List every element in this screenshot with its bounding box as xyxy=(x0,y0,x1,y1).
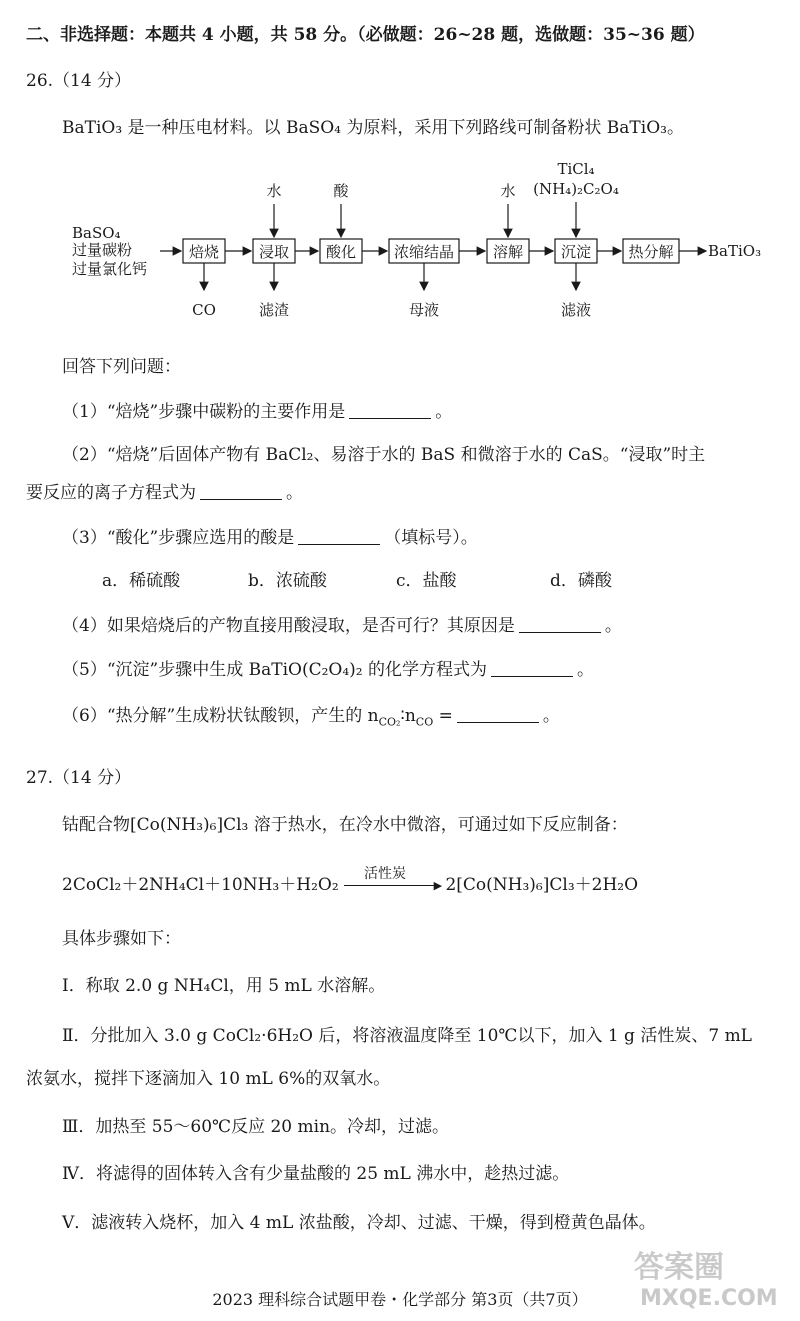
question-26-2a: （2）“焙烧”后固体产物有 BaCl₂、易溶于水的 BaS 和微溶于水的 CaS。“浸取”时主 xyxy=(62,445,706,465)
process-flow-chart xyxy=(0,150,800,330)
product-batio3: BaTiO₃ xyxy=(708,242,762,260)
svg-text:答案圈: 答案圈 xyxy=(634,1250,724,1285)
answer-blank[interactable] xyxy=(491,660,573,677)
answer-blank[interactable] xyxy=(298,528,380,545)
step-crystallize xyxy=(389,239,459,263)
add-water-dissolve: 水 xyxy=(500,182,516,200)
question-26-6: （6）“热分解”生成粉状钛酸钡，产生的 $n_{CO_2}∶n_{CO}$ = 。 xyxy=(62,706,560,729)
question-26-intro: BaTiO₃ 是一种压电材料。以 BaSO₄ 为原料，采用下列路线可制备粉状 BaTiO₃。 xyxy=(62,118,684,138)
step-leach xyxy=(253,239,295,263)
step-decompose xyxy=(623,239,679,263)
add-ticl4: TiCl₄ xyxy=(557,160,595,178)
step-2b: 浓氨水，搅拌下逐滴加入 10 mL 6%的双氧水。 xyxy=(26,1069,391,1089)
section-header: 二、非选择题：本题共 4 小题，共 58 分。（必做题：26~28 题，选做题：35~36 题） xyxy=(26,25,705,45)
step-precipitate-label: 沉淀 xyxy=(560,243,592,261)
watermark-logo xyxy=(626,1245,786,1311)
out-residue: 滤渣 xyxy=(258,301,290,319)
question-26-4: （4）如果焙烧后的产物直接用酸浸取，是否可行？其原因是 。 xyxy=(62,616,622,636)
answer-blank[interactable] xyxy=(457,706,539,723)
equals-sign: = xyxy=(438,706,453,726)
step-4: Ⅳ．将滤得的固体转入含有少量盐酸的 25 mL 沸水中，趁热过滤。 xyxy=(62,1164,570,1184)
reaction-equation xyxy=(62,865,639,895)
question-26-3-text: （3）“酸化”步骤应选用的酸是 xyxy=(62,528,295,548)
svg-text:MXQE.COM: MXQE.COM xyxy=(640,1286,778,1311)
question-26-1: （1）“焙烧”步骤中碳粉的主要作用是 。 xyxy=(62,402,453,422)
step-dissolve-label: 溶解 xyxy=(492,243,524,261)
question-26-5-text: （5）“沉淀”步骤中生成 BaTiO(C₂O₄)₂ 的化学方程式为 xyxy=(62,660,487,680)
equation-left: 2CoCl₂＋2NH₄Cl＋10NH₃＋H₂O₂ xyxy=(62,875,339,895)
step-crystallize-label: 浓缩结晶 xyxy=(393,243,455,261)
subscript-co2: CO₂ xyxy=(378,715,401,729)
add-water-leach: 水 xyxy=(266,182,282,200)
arrow-head: ▶ xyxy=(433,878,443,892)
out-filtrate: 滤液 xyxy=(560,301,592,319)
question-26-6-text: （6）“热分解”生成粉状钛酸钡，产生的 n xyxy=(62,706,379,726)
option-a: a．稀硫酸 xyxy=(102,571,181,591)
question-26-4-text: （4）如果焙烧后的产物直接用酸浸取，是否可行？其原因是 xyxy=(62,616,515,636)
out-mother-liquor: 母液 xyxy=(408,301,440,319)
step-dissolve xyxy=(487,239,529,263)
steps-title: 具体步骤如下： xyxy=(62,929,181,949)
question-27-intro: 钴配合物[Co(NH₃)₆]Cl₃ 溶于热水，在冷水中微溶，可通过如下反应制备： xyxy=(62,815,628,835)
answer-blank[interactable] xyxy=(349,402,431,419)
page-footer: 2023 理科综合试题甲卷・化学部分 第3页（共7页） xyxy=(212,1290,588,1309)
input-baso4: BaSO₄ xyxy=(72,224,121,242)
question-26-3-tail: （填标号）。 xyxy=(384,528,478,548)
option-b: b．浓硫酸 xyxy=(248,571,327,591)
subscript-co: CO xyxy=(415,715,434,729)
step-roast-label: 焙烧 xyxy=(188,243,220,261)
question-26-5: （5）“沉淀”步骤中生成 BaTiO(C₂O₄)₂ 的化学方程式为 。 xyxy=(62,660,594,680)
input-cacl2: 过量氯化钙 xyxy=(72,260,148,278)
arrow-line xyxy=(344,885,440,886)
input-carbon: 过量碳粉 xyxy=(72,241,133,259)
step-3: Ⅲ．加热至 55～60℃反应 20 min。冷却，过滤。 xyxy=(62,1117,450,1137)
question-26-2b: 要反应的离子方程式为 。 xyxy=(26,483,303,503)
step-roast xyxy=(183,239,225,263)
question-26-2b-text: 要反应的离子方程式为 xyxy=(26,483,196,503)
question-26-prompt: 回答下列问题： xyxy=(62,357,181,377)
option-c: c．盐酸 xyxy=(396,571,457,591)
catalyst-label: 活性炭 xyxy=(364,865,407,882)
answer-blank[interactable] xyxy=(200,483,282,500)
step-5: Ⅴ．滤液转入烧杯，加入 4 mL 浓盐酸，冷却、过滤、干燥，得到橙黄色晶体。 xyxy=(62,1213,656,1233)
step-acidify xyxy=(320,239,362,263)
option-d: d．磷酸 xyxy=(550,571,612,591)
step-leach-label: 浸取 xyxy=(258,243,290,261)
add-oxalate: (NH₄)₂C₂O₄ xyxy=(533,180,619,198)
step-decompose-label: 热分解 xyxy=(628,243,674,261)
add-acid: 酸 xyxy=(333,182,349,200)
out-co: CO xyxy=(192,301,216,319)
question-27-number: 27.（14 分） xyxy=(26,768,132,788)
step-acidify-label: 酸化 xyxy=(325,243,357,261)
question-26-number: 26.（14 分） xyxy=(26,71,132,91)
step-1: Ⅰ．称取 2.0 g NH₄Cl，用 5 mL 水溶解。 xyxy=(62,976,386,996)
reaction-arrow xyxy=(344,865,443,895)
step-2a: Ⅱ．分批加入 3.0 g CoCl₂·6H₂O 后，将溶液温度降至 10℃以下，加入 1 g 活性炭、7 mL xyxy=(62,1026,752,1046)
step-precipitate xyxy=(555,239,597,263)
question-26-3 xyxy=(62,523,478,548)
equation-right: 2[Co(NH₃)₆]Cl₃＋2H₂O xyxy=(445,875,639,895)
question-26-1-text: （1）“焙烧”步骤中碳粉的主要作用是 xyxy=(62,402,346,422)
ratio-sep: ∶n xyxy=(400,706,416,726)
answer-blank[interactable] xyxy=(519,616,601,633)
